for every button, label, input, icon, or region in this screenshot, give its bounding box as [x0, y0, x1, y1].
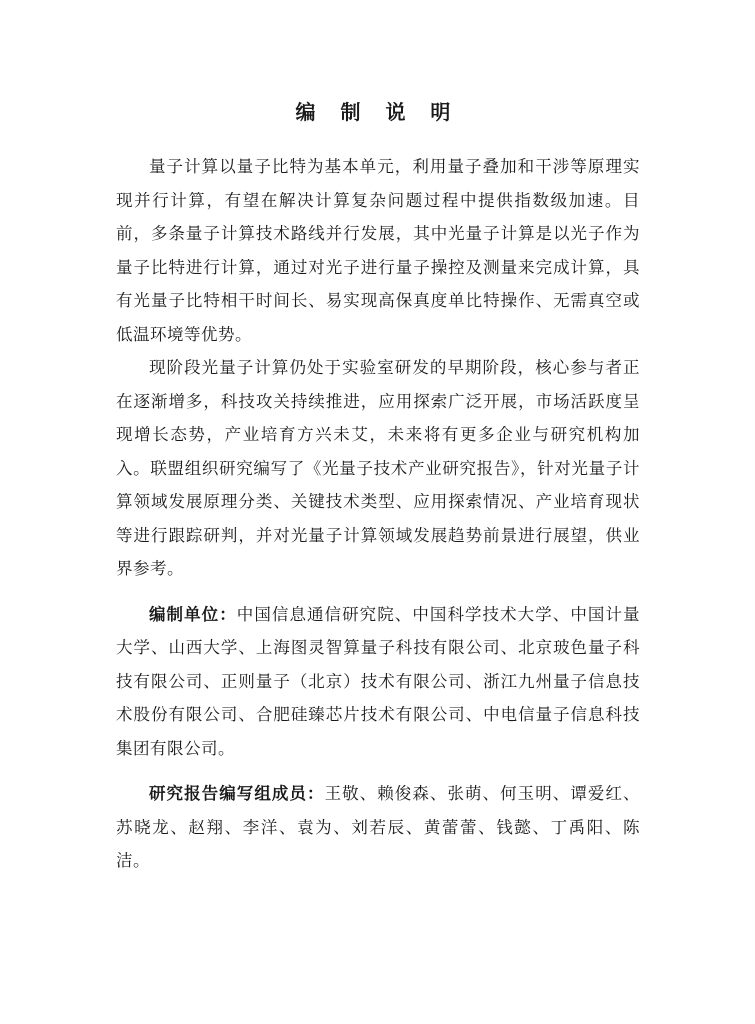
authors-label: 研究报告编写组成员：: [149, 784, 325, 803]
authors-paragraph: [116, 777, 640, 878]
document-body: [116, 150, 640, 878]
paragraph-status: 现阶段光量子计算仍处于实验室研发的早期阶段，核心参与者正在逐渐增多，科技攻关持续推进，应用探索广泛开展，市场活跃度呈现增长态势，产业培育方兴未艾，未来将有更多企业与研究机构加入。联盟组织研究编写了《光量子技术产业研究报告》，针对光量子计算领域发展原理分类、关键技术类型、应用探索情况、产业培育现状等进行跟踪研判，并对光量子计算领域发展趋势前景进行展望，供业界参考。: [116, 358, 640, 578]
page-title: 编 制 说 明: [295, 100, 460, 124]
authors-text: 王敬、赖俊森、张萌、何玉明、谭爱红、苏晓龙、赵翔、李洋、袁为、刘若辰、黄蕾蕾、钱懿、丁禹阳、陈洁。: [116, 784, 641, 870]
compiling-units-text: 中国信息通信研究院、中国科学技术大学、中国计量大学、山西大学、上海图灵智算量子科技有限公司、北京玻色量子科技有限公司、正则量子（北京）技术有限公司、浙江九州量子信息技术股份有限公司、合肥硅臻芯片技术有限公司、中电信量子信息科技集团有限公司。: [116, 604, 641, 758]
compiling-units-paragraph: [116, 598, 640, 766]
paragraph-intro: 量子计算以量子比特为基本单元，利用量子叠加和干涉等原理实现并行计算，有望在解决计算复杂问题过程中提供指数级加速。目前，多条量子计算技术路线并行发展，其中光量子计算是以光子作为量子比特进行计算，通过对光子进行量子操控及测量来完成计算，具有光量子比特相干时间长、易实现高保真度单比特操作、无需真空或低温环境等优势。: [116, 157, 640, 344]
compiling-units-label: 编制单位：: [149, 604, 237, 624]
